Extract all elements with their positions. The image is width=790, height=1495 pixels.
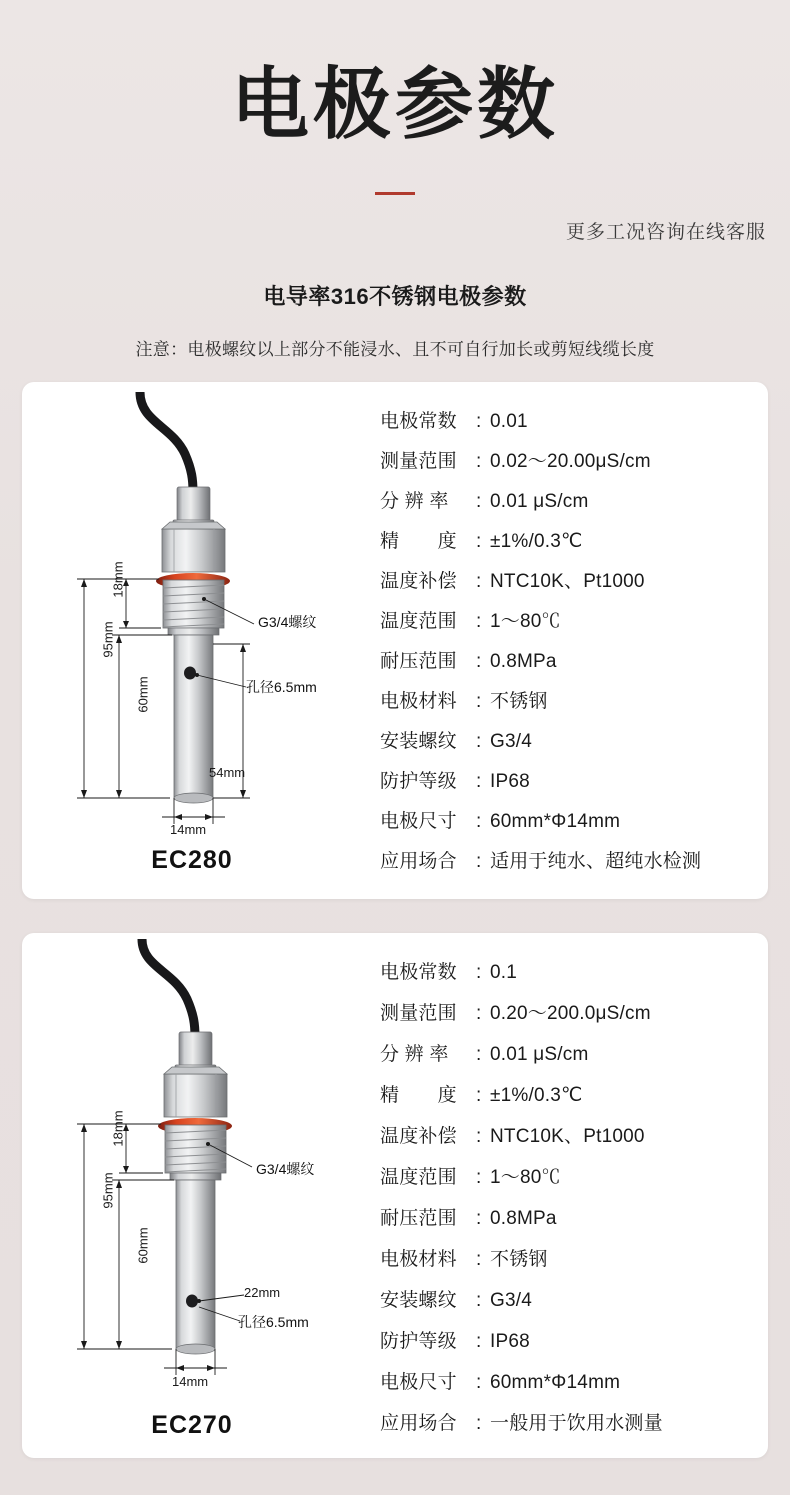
- dim-tube-length: 54mm: [209, 765, 246, 780]
- spec-row: [380, 652, 768, 671]
- dim-total-length: 95mm: [100, 621, 116, 658]
- spec-value: 不锈钢: [490, 1249, 548, 1270]
- spec-row: [380, 812, 768, 831]
- spec-value: NTC10K、Pt1000: [490, 571, 645, 592]
- spec-row: [380, 1004, 768, 1023]
- spec-row: [380, 1414, 768, 1433]
- spec-colon: :: [476, 1044, 482, 1065]
- spec-label: 电极尺寸: [380, 1372, 457, 1393]
- spec-row: [380, 1127, 768, 1146]
- spec-value: 一般用于饮用水测量: [490, 1413, 663, 1434]
- spec-value: 1～80℃: [490, 611, 561, 632]
- spec-colon: :: [476, 962, 482, 983]
- spec-label: 电极尺寸: [380, 811, 457, 832]
- spec-label: 安装螺纹: [380, 1290, 457, 1311]
- spec-value: IP68: [490, 771, 530, 792]
- spec-value: ±1%/0.3℃: [490, 1085, 583, 1106]
- spec-label: 测量范围: [380, 1003, 457, 1024]
- spec-row: [380, 492, 768, 511]
- spec-value: 适用于纯水、超纯水检测: [490, 851, 702, 872]
- spec-label: 温度补偿: [380, 571, 457, 592]
- probe-figure-ec270: [22, 933, 362, 1458]
- dim-diameter: 14mm: [170, 822, 207, 837]
- spec-label: 温度补偿: [380, 1126, 457, 1147]
- dim-hole-offset: 22mm: [244, 1285, 281, 1300]
- spec-row: [380, 1332, 768, 1351]
- spec-label: 电极常数: [380, 962, 457, 983]
- spec-colon: :: [476, 1372, 482, 1393]
- spec-value: 0.1: [490, 962, 518, 983]
- dim-thread-height: 18mm: [110, 1110, 126, 1147]
- spec-label: 精 度: [380, 1085, 457, 1106]
- product-card-ec280: [22, 382, 768, 899]
- spec-value: IP68: [490, 1331, 530, 1352]
- spec-label: 电极材料: [380, 1249, 457, 1270]
- spec-row: [380, 532, 768, 551]
- spec-value: G3/4: [490, 1290, 532, 1311]
- spec-value: 0.01 μS/cm: [490, 491, 589, 512]
- probe-drawing-ec270: [22, 939, 362, 1419]
- spec-colon: :: [476, 1208, 482, 1229]
- spec-label: 电极材料: [380, 691, 457, 712]
- spec-label: 温度范围: [380, 611, 457, 632]
- spec-colon: :: [476, 411, 482, 432]
- spec-label: 应用场合: [380, 851, 457, 872]
- callout-thread: G3/4螺纹: [256, 1161, 315, 1177]
- spec-label: 测量范围: [380, 451, 457, 472]
- spec-row: [380, 1291, 768, 1310]
- dim-electrode-length: 60mm: [135, 676, 151, 713]
- probe-figure-ec280: [22, 382, 362, 899]
- notice-text: 注意：电极螺纹以上部分不能浸水、且不可自行加长或剪短线缆长度: [135, 340, 655, 359]
- service-note: 更多工况咨询在线客服: [565, 222, 766, 243]
- spec-value: ±1%/0.3℃: [490, 531, 583, 552]
- spec-row: [380, 452, 768, 471]
- spec-label: 耐压范围: [380, 651, 457, 672]
- spec-colon: :: [476, 1003, 482, 1024]
- page-title: 电极参数: [230, 60, 559, 150]
- spec-row: [380, 963, 768, 982]
- dim-diameter: 14mm: [172, 1374, 209, 1389]
- spec-colon: :: [476, 651, 482, 672]
- spec-colon: :: [476, 1167, 482, 1188]
- spec-value: 不锈钢: [490, 691, 548, 712]
- callout-thread: G3/4螺纹: [258, 614, 317, 630]
- dim-electrode-length: 60mm: [135, 1227, 151, 1264]
- spec-row: [380, 572, 768, 591]
- spec-colon: :: [476, 491, 482, 512]
- dim-thread-height: 18mm: [110, 561, 126, 598]
- spec-row: [380, 1168, 768, 1187]
- spec-value: NTC10K、Pt1000: [490, 1126, 645, 1147]
- spec-colon: :: [476, 811, 482, 832]
- spec-row: [380, 612, 768, 631]
- spec-label: 安装螺纹: [380, 731, 457, 752]
- spec-row: [380, 732, 768, 751]
- spec-label: 耐压范围: [380, 1208, 457, 1229]
- spec-label: 温度范围: [380, 1167, 457, 1188]
- spec-colon: :: [476, 851, 482, 872]
- spec-value: 0.01 μS/cm: [490, 1044, 589, 1065]
- spec-row: [380, 1250, 768, 1269]
- spec-row: [380, 1045, 768, 1064]
- spec-colon: :: [476, 1085, 482, 1106]
- callout-hole: 孔径6.5mm: [246, 679, 317, 695]
- spec-colon: :: [476, 691, 482, 712]
- spec-label: 精 度: [380, 531, 457, 552]
- spec-row: [380, 1086, 768, 1105]
- spec-row: [380, 1373, 768, 1392]
- spec-list-ec270: [362, 933, 768, 1458]
- spec-label: 分 辨 率: [380, 1044, 449, 1065]
- spec-value: 0.8MPa: [490, 651, 557, 672]
- spec-row: [380, 852, 768, 871]
- spec-colon: :: [476, 531, 482, 552]
- callout-hole: 孔径6.5mm: [238, 1314, 309, 1330]
- spec-label: 防护等级: [380, 1331, 457, 1352]
- spec-colon: :: [476, 1126, 482, 1147]
- spec-colon: :: [476, 1290, 482, 1311]
- spec-label: 防护等级: [380, 771, 457, 792]
- spec-colon: :: [476, 611, 482, 632]
- model-name-ec270: EC270: [151, 1411, 233, 1439]
- spec-row: [380, 1209, 768, 1228]
- spec-label: 应用场合: [380, 1413, 457, 1434]
- spec-colon: :: [476, 1249, 482, 1270]
- spec-row: [380, 412, 768, 431]
- spec-row: [380, 692, 768, 711]
- spec-colon: :: [476, 1413, 482, 1434]
- spec-colon: :: [476, 731, 482, 752]
- dim-total-length: 95mm: [100, 1172, 116, 1209]
- title-divider: [375, 192, 415, 195]
- spec-label: 电极常数: [380, 411, 457, 432]
- spec-value: 0.01: [490, 411, 528, 432]
- spec-colon: :: [476, 571, 482, 592]
- spec-colon: :: [476, 451, 482, 472]
- spec-value: 0.8MPa: [490, 1208, 557, 1229]
- spec-row: [380, 772, 768, 791]
- model-name-ec280: EC280: [151, 846, 233, 874]
- spec-value: 60mm*Φ14mm: [490, 1372, 621, 1393]
- spec-value: 0.02～20.00μS/cm: [490, 451, 651, 472]
- spec-colon: :: [476, 1331, 482, 1352]
- spec-value: 60mm*Φ14mm: [490, 811, 621, 832]
- spec-value: 0.20～200.0μS/cm: [490, 1003, 651, 1024]
- spec-label: 分 辨 率: [380, 491, 449, 512]
- section-title: 电导率316不锈钢电极参数: [263, 284, 527, 309]
- spec-value: G3/4: [490, 731, 532, 752]
- spec-list-ec280: [362, 382, 768, 899]
- product-card-ec270: [22, 933, 768, 1458]
- spec-value: 1～80℃: [490, 1167, 561, 1188]
- spec-colon: :: [476, 771, 482, 792]
